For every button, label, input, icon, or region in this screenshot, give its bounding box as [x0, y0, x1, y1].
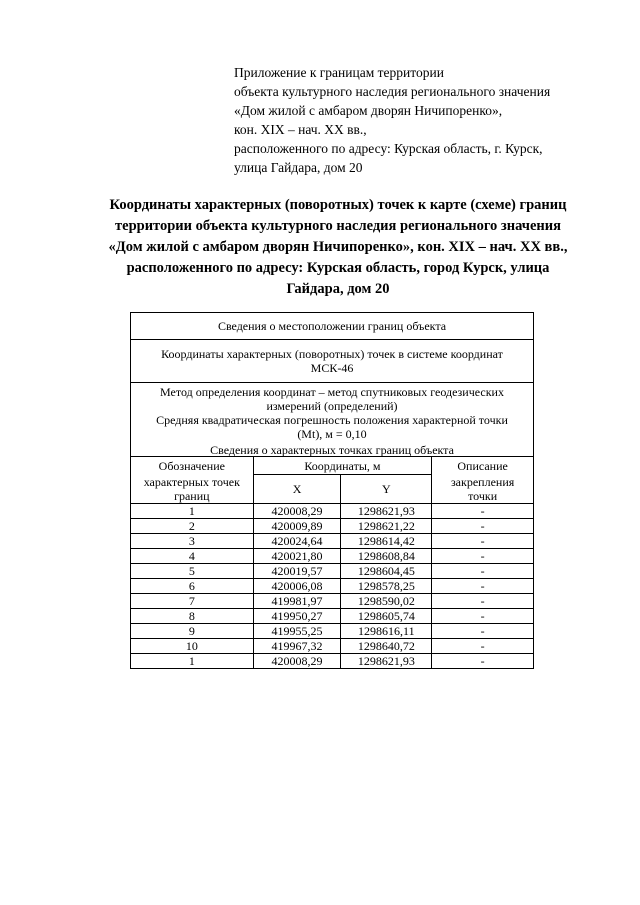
table-row [131, 654, 534, 669]
fixing-description-cell: - [432, 519, 534, 534]
fixing-header-text: точки [468, 488, 498, 503]
document-title [88, 195, 588, 300]
coord-system-line: МСК-46 [310, 361, 354, 375]
fixing-header-cell [432, 457, 534, 475]
appendix-line: улица Гайдара, дом 20 [234, 160, 363, 175]
point-number-cell: 3 [131, 534, 254, 549]
fixing-description-cell: - [432, 654, 534, 669]
y-value-cell: 1298640,72 [341, 639, 432, 654]
points-info-cell [131, 443, 534, 457]
title-line: Гайдара, дом 20 [286, 281, 390, 297]
title-line: «Дом жилой с амбаром дворян Ничипоренко», кон. XIX – нач. XX вв., [108, 239, 568, 255]
x-value-cell: 420008,29 [253, 654, 341, 669]
designation-header-cell [131, 457, 254, 475]
fixing-description-cell: - [432, 549, 534, 564]
fixing-description-cell: - [432, 504, 534, 519]
x-value-cell: 420006,08 [253, 579, 341, 594]
designation-header-cell-cont [131, 475, 254, 504]
y-value-cell: 1298616,11 [341, 624, 432, 639]
point-number-cell: 7 [131, 594, 254, 609]
table-row [131, 564, 534, 579]
point-number-cell: 4 [131, 549, 254, 564]
coordinates-table [130, 312, 534, 669]
appendix-line: «Дом жилой с амбаром дворян Ничипоренко», [234, 103, 503, 118]
table-row [131, 609, 534, 624]
x-header-cell [253, 475, 341, 504]
fixing-description-cell: - [432, 609, 534, 624]
point-number-cell: 9 [131, 624, 254, 639]
title-line: Координаты характерных (поворотных) точек к карте (схеме) границ [109, 197, 567, 213]
appendix-line: кон. XIX – нач. XX вв., [234, 122, 367, 137]
table-row [131, 594, 534, 609]
x-value-cell: 420019,57 [253, 564, 341, 579]
fixing-description-cell: - [432, 534, 534, 549]
y-value-cell: 1298621,93 [341, 654, 432, 669]
method-line: Метод определения координат – метод спутниковых геодезических [160, 385, 504, 399]
accuracy-line: Средняя квадратическая погрешность положения характерной точки [156, 413, 508, 427]
fixing-description-cell: - [432, 624, 534, 639]
appendix-note [234, 63, 614, 177]
location-info-text: Сведения о местоположении границ объекта [217, 319, 447, 333]
table-row [131, 639, 534, 654]
method-cell [131, 383, 534, 444]
x-value-cell: 419967,32 [253, 639, 341, 654]
y-value-cell: 1298578,25 [341, 579, 432, 594]
y-header-text: Y [381, 482, 391, 496]
point-number-cell: 2 [131, 519, 254, 534]
y-value-cell: 1298590,02 [341, 594, 432, 609]
table-row [131, 534, 534, 549]
title-line: территории объекта культурного наследия регионального значения [115, 218, 561, 234]
table-row [131, 624, 534, 639]
fixing-header-cell-cont [432, 475, 534, 504]
fixing-description-cell: - [432, 579, 534, 594]
fixing-header-text: закрепления [450, 474, 515, 489]
designation-header-text: характерных точек [143, 474, 240, 489]
appendix-line: Приложение к границам территории [234, 65, 444, 80]
points-info-text: Сведения о характерных точках границ объекта [210, 442, 454, 457]
y-value-cell: 1298608,84 [341, 549, 432, 564]
x-value-cell: 420024,64 [253, 534, 341, 549]
x-value-cell: 420021,80 [253, 549, 341, 564]
fixing-header-text: Описание [457, 458, 508, 473]
y-value-cell: 1298604,45 [341, 564, 432, 579]
appendix-line: расположенного по адресу: Курская область, г. Курск, [234, 141, 543, 156]
point-number-cell: 1 [131, 504, 254, 519]
point-number-cell: 1 [131, 654, 254, 669]
y-value-cell: 1298621,93 [341, 504, 432, 519]
fixing-description-cell: - [432, 594, 534, 609]
fixing-description-cell: - [432, 564, 534, 579]
designation-header-text: Обозначение [158, 458, 225, 473]
y-header-cell [341, 475, 432, 504]
designation-header-text: границ [174, 488, 210, 503]
location-info-cell [131, 313, 534, 340]
y-value-cell: 1298614,42 [341, 534, 432, 549]
table-row [131, 519, 534, 534]
x-value-cell: 419981,97 [253, 594, 341, 609]
title-line: расположенного по адресу: Курская область, город Курск, улица [126, 260, 550, 276]
point-number-cell: 8 [131, 609, 254, 624]
method-line: измерений (определений) [266, 399, 398, 413]
point-number-cell: 6 [131, 579, 254, 594]
x-value-cell: 420008,29 [253, 504, 341, 519]
x-value-cell: 419955,25 [253, 624, 341, 639]
coordinates-header-cell [253, 457, 432, 475]
table-row [131, 504, 534, 519]
point-number-cell: 5 [131, 564, 254, 579]
coord-system-line: Координаты характерных (поворотных) точек в системе координат [161, 347, 503, 361]
x-value-cell: 419950,27 [253, 609, 341, 624]
x-header-text: X [292, 482, 302, 496]
point-number-cell: 10 [131, 639, 254, 654]
coordinates-header-text: Координаты, м [304, 458, 381, 473]
accuracy-line: (Mt), м = 0,10 [297, 427, 367, 441]
table-row [131, 579, 534, 594]
y-value-cell: 1298621,22 [341, 519, 432, 534]
y-value-cell: 1298605,74 [341, 609, 432, 624]
x-value-cell: 420009,89 [253, 519, 341, 534]
fixing-description-cell: - [432, 639, 534, 654]
table-row [131, 549, 534, 564]
coord-system-cell [131, 340, 534, 383]
appendix-line: объекта культурного наследия регионального значения [234, 84, 551, 99]
